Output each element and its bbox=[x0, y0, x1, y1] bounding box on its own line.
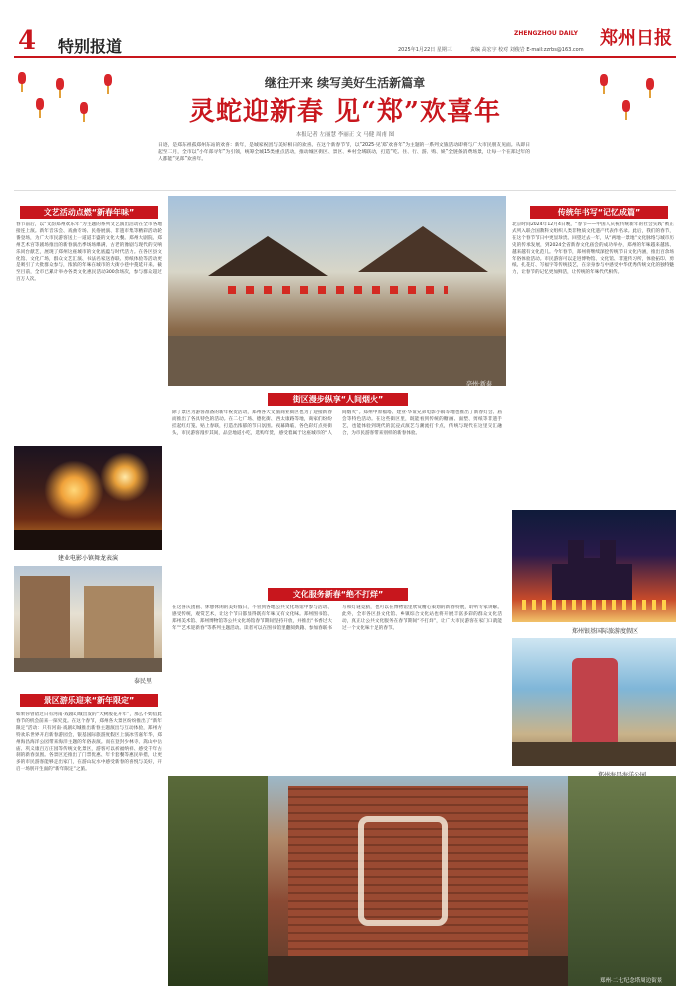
street-photo-left bbox=[14, 566, 162, 672]
heritage-body: 北京时间2024年12月4日晚，“春节——中国人庆祝传统新年的社会实践”被正式列入联合国教科文组织人类非物质文化遗产代表作名录。此后，我们的春节，在这个春节节日中更显珍贵。回望过去一年，从“两地一景地”文化脉络与城市历史的传承发展，到2024全省新春文化庙会的成功举办，郑州的年味越来越浓、越来越有文化范儿。今年春节，郑州将继续深挖传统节日文化内涵，推出百余场年俗体验活动。市民游客可以走进博物馆、文化馆、非遗传习所，体验拓印、剪纸、扎花灯、写福字等传统技艺，在亲身参与中感受中华优秀传统文化的独特魅力，让春节的记忆更加鲜活，让传统的年味代代相传。 bbox=[512, 222, 674, 276]
scenic-photo-caption: 郑州·二七纪念塔周边街景 bbox=[600, 978, 663, 984]
issue-date: 2025年1月22日 星期三 bbox=[398, 47, 452, 53]
tree-shape bbox=[568, 776, 676, 986]
heritage-photo-1 bbox=[512, 510, 676, 622]
page-number: 4 bbox=[18, 26, 37, 56]
section-title-heritage: 传统年书写“记忆成篇” bbox=[530, 206, 668, 219]
building-shape bbox=[20, 576, 70, 668]
crowd-shape bbox=[14, 530, 162, 550]
tower-shape bbox=[572, 658, 618, 744]
section-name: 特别报道 bbox=[58, 37, 123, 56]
crowd-shape bbox=[512, 742, 676, 766]
headline-main: 灵蛇迎新春 见“郑”欢喜年 bbox=[189, 97, 501, 127]
culture-photo bbox=[14, 446, 162, 550]
editor-info: 责编 高宏宇 校对 刘俊岩 E-mail:zzrbs@163.com bbox=[470, 47, 584, 53]
section-title-street: 街区漫步纵享“人间烟火” bbox=[268, 393, 408, 406]
light-shape bbox=[522, 600, 666, 610]
center-main-photo bbox=[168, 196, 506, 386]
intro-paragraph: 日迹，是郑东祖孤郑州东站的欢喜：新年，是城家祝团与美好相日的欢喜。在这个新春节节，以“2025·见‘郑’欢喜年”为主题的一系列文旅活动即将与广大市民朋友见面。从即日起至二月，全市以“小年郑寻年”为引领，统筹全城15类重点活动，推动城区街区、景区、乡村全域联动，打造“吃、住、行、游、购、娱”全链条消费场景，让每一个在郑过年的人都能“见郑”欢喜年。 bbox=[158, 143, 530, 162]
street-body: 除了景区为游客准备的新年祝贺活动，郑州各大文旅商业街区也为了迎接新春而推出了各具特色的活动。在二七广场、德化街、西太康路等地，商家们纷纷挂起红灯笼、贴上春联，打造出浓郁的节日氛围。夜幕降临，各色彩灯点亮街头，市民游客漫步其间，品尝地道小吃，选购年货，感受着属于这座城市的“人间烟火”。郑州中原福塔、建业·华谊兄弟电影小镇等地也推出了新春灯会、庙会等特色活动。在这些街区里，既能看到传统的糖画、面塑、剪纸等非遗手艺，也能体验到现代的沉浸式演艺与潮流打卡点，传统与现代在这里交汇融合，为市民游客带来别样的新春体验。 bbox=[172, 410, 502, 436]
scenic-body: 如果你曾错过日有河南·戏剧幻城出发的“大树般花开年”，那么不妨借此春节的机会前来一探究竟。在这个春节，郑州各大景区纷纷推出了“新年限定”活动：只有河南·戏剧幻城推出新春主题演出与互动体验，郑州方特欢乐世界开启新春游园会，银基国际旅游度假区上演冰雪嘉年华，郑州海昌海洋公园带来海洋主题的年俗表演。而在登封少林寺、嵩山中岳庙、巩义康百万庄园等传统文化景区，游客可以祈福纳祥、感受千年古刹的新春氛围。各景区还推出了门票优惠、年卡套餐等惠民举措，让更多的市民游客能够走出家门，在游山玩水中感受新春的喜悦与美好，开启一场别开生面的“新年限定”之旅。 bbox=[16, 712, 162, 773]
brand-cn: 郑州日报 bbox=[600, 28, 672, 49]
scenic-bottom-photo bbox=[168, 776, 676, 986]
section-title-culture: 文艺活动点燃“新春年味” bbox=[20, 206, 158, 219]
crowd-shape bbox=[268, 956, 568, 986]
wall-lettering-shape bbox=[358, 816, 448, 926]
heritage-photo1-caption: 郑州银基国际旅游度假区 bbox=[572, 628, 639, 635]
tree-shape bbox=[168, 776, 268, 986]
plaza-shape bbox=[168, 336, 506, 386]
firework-shape bbox=[44, 460, 104, 520]
castle-shape bbox=[552, 540, 632, 600]
divider bbox=[14, 190, 676, 191]
page-header bbox=[0, 0, 690, 62]
lantern-row bbox=[228, 286, 448, 294]
culture-body: 春节前后，以“文韵郑州欢乐年”为主题的系列文艺演出活动在全市各地接连上演。新年音乐会、戏曲专场、民俗展演、非遗市集等精彩活动轮番登场，为广大市民游客送上一道道丰盛的文化大餐。郑州大剧院、郑州艺术宫等剧场推出的新春演出季场场爆满，古老的豫剧与现代的交响乐同台献艺，展现了郑州这座城市的文化底蕴与时代活力。在各区县文化馆、文化广场，群众文艺汇演、书法名家送春联、剪纸体验等活动更是吸引了大批群众参与，浓浓的年味在城市的大街小巷中蔓延开来。截至目前，全市已累计举办各类文化惠民活动300余场次，参与群众超过百万人次。 bbox=[16, 222, 162, 283]
left-photo-caption: 泰民里 bbox=[134, 678, 153, 685]
brand-en: ZHENGZHOU DAILY bbox=[514, 30, 578, 37]
section-title-new-year: 文化服务新春“绝不打烊” bbox=[268, 588, 408, 601]
building-shape bbox=[84, 586, 154, 668]
new-year-body: 在这喜庆团圆、休憩休闲的美好假日，不管到各地公共文化场馆中参与活动、感受传统，观赏艺术，让这个节日都显得既有年味又有文化味。郑州图书馆、郑州美术馆、郑州博物馆等公共文化场馆春节期间坚持开放，并推出“书香过大年”“艺术迎新春”等系列主题活动。读者可以在图书馆里翻阅典籍、参加春联书写和灯谜竞猜，也可以在博物馆里欣赏精心策划的新春特展，聆听专家讲解。此外，全市各区县文化馆、乡镇综合文化站也将开展丰富多彩的群众文化活动，真正让公共文化服务在春节期间“不打烊”，让广大市民游客在家门口就能过一个文化味十足的春节。 bbox=[172, 605, 502, 631]
headline-byline: 本报记者 左丽慧 李丽正 文 马健 周甫 图 bbox=[295, 132, 395, 138]
headline-kicker: 继往开来 续写美好生活新篇章 bbox=[264, 76, 426, 90]
street-shape bbox=[14, 658, 162, 672]
section-title-scenic: 景区游乐迎来“新年限定” bbox=[20, 694, 158, 707]
center-photo-caption: 亳州·新泰 bbox=[466, 381, 492, 388]
roof-shape bbox=[208, 236, 328, 276]
culture-photo-caption: 建业电影小镇舞龙表演 bbox=[58, 555, 119, 562]
firework-shape bbox=[100, 452, 150, 502]
roof-shape bbox=[358, 226, 488, 272]
heritage-photo-2 bbox=[512, 638, 676, 766]
